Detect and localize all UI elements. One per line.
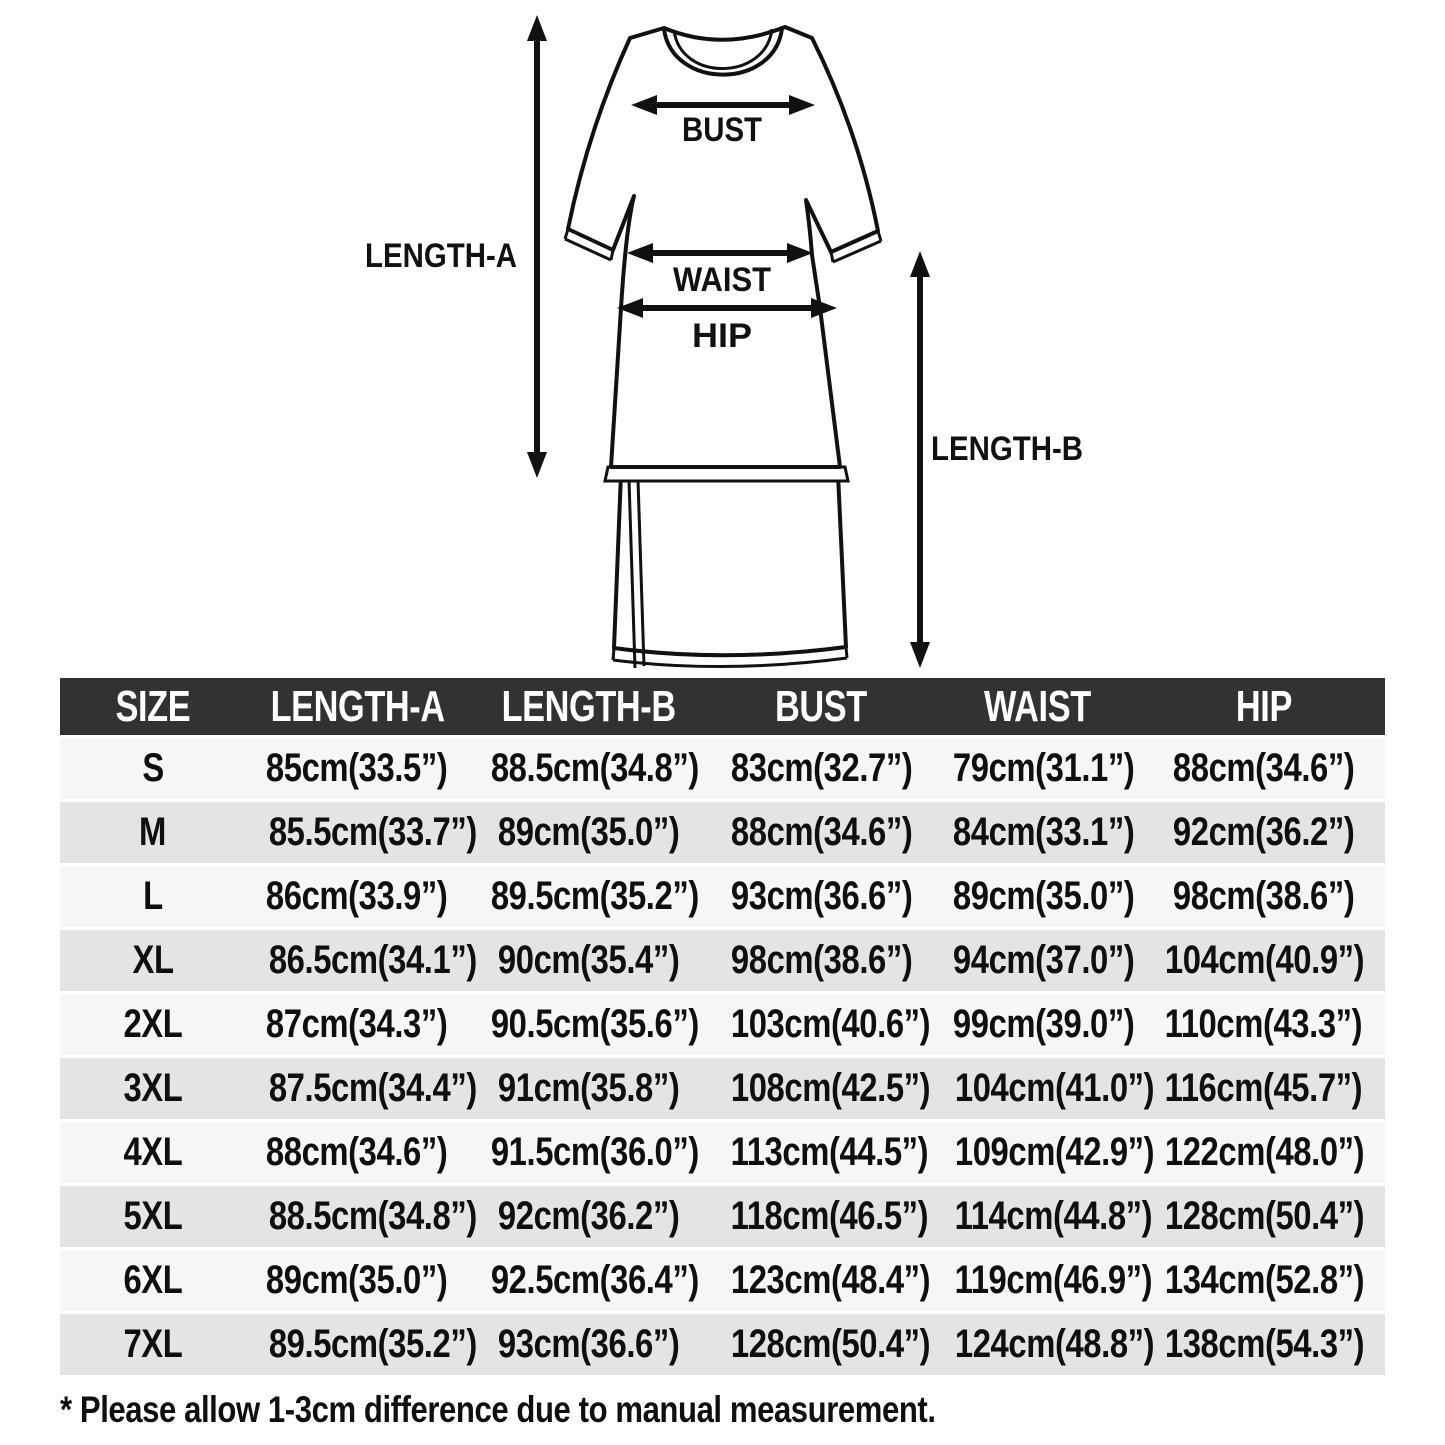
measurement-cell: 89cm(35.0”) xyxy=(468,802,709,863)
column-header-size: SIZE xyxy=(60,678,246,735)
table-row xyxy=(60,738,1385,799)
measurement-cell: 84cm(33.1”) xyxy=(933,802,1142,863)
measurement-cell: 93cm(36.6”) xyxy=(709,866,933,927)
measurement-cell: 98cm(38.6”) xyxy=(1143,866,1386,927)
column-header-waist: WAIST xyxy=(933,678,1142,735)
size-cell: M xyxy=(60,802,246,863)
measurement-cell: 113cm(44.5”) xyxy=(709,1122,933,1183)
measurement-cell: 88cm(34.6”) xyxy=(246,1122,469,1183)
column-header-bust: BUST xyxy=(709,678,933,735)
size-table-body xyxy=(60,738,1385,1375)
length-a-arrow xyxy=(527,15,547,478)
measurement-cell: 89.5cm(35.2”) xyxy=(246,1314,469,1375)
table-row xyxy=(60,930,1385,991)
measurement-cell: 88.5cm(34.8”) xyxy=(468,738,709,799)
hip-label: HIP xyxy=(692,317,752,355)
measurement-cell: 91.5cm(36.0”) xyxy=(468,1122,709,1183)
size-cell: 2XL xyxy=(60,994,246,1055)
measurement-footnote: * Please allow 1-3cm difference due to manual measurement. xyxy=(60,1389,936,1430)
size-cell: XL xyxy=(60,930,246,991)
measurement-cell: 89cm(35.0”) xyxy=(933,866,1142,927)
measurement-cell: 90.5cm(35.6”) xyxy=(468,994,709,1055)
measurement-cell: 86cm(33.9”) xyxy=(246,866,469,927)
measurement-cell: 88.5cm(34.8”) xyxy=(246,1186,469,1247)
size-cell: 5XL xyxy=(60,1186,246,1247)
size-table xyxy=(60,675,1385,1378)
measurement-cell: 92cm(36.2”) xyxy=(1143,802,1386,863)
measurement-cell: 89cm(35.0”) xyxy=(246,1250,469,1311)
bust-label: BUST xyxy=(682,111,763,149)
size-cell: 3XL xyxy=(60,1058,246,1119)
skirt-outline xyxy=(614,474,846,655)
measurement-cell: 88cm(34.6”) xyxy=(709,802,933,863)
size-cell: 4XL xyxy=(60,1122,246,1183)
measurement-cell: 93cm(36.6”) xyxy=(468,1314,709,1375)
measurement-cell: 87cm(34.3”) xyxy=(246,994,469,1055)
table-row xyxy=(60,994,1385,1055)
column-header-length-a: LENGTH-A xyxy=(246,678,469,735)
measurement-cell: 88cm(34.6”) xyxy=(1143,738,1386,799)
measurement-cell: 99cm(39.0”) xyxy=(933,994,1142,1055)
measurement-cell: 91cm(35.8”) xyxy=(468,1058,709,1119)
measurement-cell: 104cm(40.9”) xyxy=(1143,930,1386,991)
measurement-cell: 103cm(40.6”) xyxy=(709,994,933,1055)
measurement-cell: 94cm(37.0”) xyxy=(933,930,1142,991)
table-row xyxy=(60,1058,1385,1119)
measurement-cell: 138cm(54.3”) xyxy=(1143,1314,1386,1375)
measurement-cell: 79cm(31.1”) xyxy=(933,738,1142,799)
tunic-hem-band xyxy=(605,467,848,481)
garment-diagram xyxy=(0,0,1445,678)
table-row xyxy=(60,1122,1385,1183)
length-a-label: LENGTH-A xyxy=(365,237,517,275)
garment-outline xyxy=(568,27,878,467)
measurement-cell: 108cm(42.5”) xyxy=(709,1058,933,1119)
measurement-cell: 128cm(50.4”) xyxy=(1143,1186,1386,1247)
measurement-cell: 124cm(48.8”) xyxy=(933,1314,1142,1375)
measurement-cell: 98cm(38.6”) xyxy=(709,930,933,991)
measurement-cell: 86.5cm(34.1”) xyxy=(246,930,469,991)
measurement-cell: 122cm(48.0”) xyxy=(1143,1122,1386,1183)
measurement-cell: 110cm(43.3”) xyxy=(1143,994,1386,1055)
size-cell: 7XL xyxy=(60,1314,246,1375)
measurement-cell: 92.5cm(36.4”) xyxy=(468,1250,709,1311)
column-header-length-b: LENGTH-B xyxy=(468,678,709,735)
size-table-header xyxy=(60,678,1385,735)
measurement-cell: 114cm(44.8”) xyxy=(933,1186,1142,1247)
length-b-arrow xyxy=(910,251,930,668)
table-row xyxy=(60,866,1385,927)
size-cell: L xyxy=(60,866,246,927)
table-row xyxy=(60,1186,1385,1247)
measurement-cell: 85.5cm(33.7”) xyxy=(246,802,469,863)
column-header-hip: HIP xyxy=(1143,678,1386,735)
measurement-cell: 123cm(48.4”) xyxy=(709,1250,933,1311)
length-b-label: LENGTH-B xyxy=(931,430,1083,468)
measurement-cell: 87.5cm(34.4”) xyxy=(246,1058,469,1119)
table-row xyxy=(60,1250,1385,1311)
measurement-cell: 92cm(36.2”) xyxy=(468,1186,709,1247)
header-row xyxy=(60,678,1385,735)
size-cell: 6XL xyxy=(60,1250,246,1311)
size-cell: S xyxy=(60,738,246,799)
measurement-cell: 116cm(45.7”) xyxy=(1143,1058,1386,1119)
measurement-cell: 85cm(33.5”) xyxy=(246,738,469,799)
measurement-cell: 90cm(35.4”) xyxy=(468,930,709,991)
table-row xyxy=(60,802,1385,863)
measurement-cell: 89.5cm(35.2”) xyxy=(468,866,709,927)
measurement-cell: 83cm(32.7”) xyxy=(709,738,933,799)
measurement-cell: 104cm(41.0”) xyxy=(933,1058,1142,1119)
measurement-cell: 119cm(46.9”) xyxy=(933,1250,1142,1311)
measurement-cell: 118cm(46.5”) xyxy=(709,1186,933,1247)
measurement-cell: 128cm(50.4”) xyxy=(709,1314,933,1375)
measurement-cell: 134cm(52.8”) xyxy=(1143,1250,1386,1311)
waist-label: WAIST xyxy=(673,261,772,299)
table-row xyxy=(60,1314,1385,1375)
measurement-cell: 109cm(42.9”) xyxy=(933,1122,1142,1183)
